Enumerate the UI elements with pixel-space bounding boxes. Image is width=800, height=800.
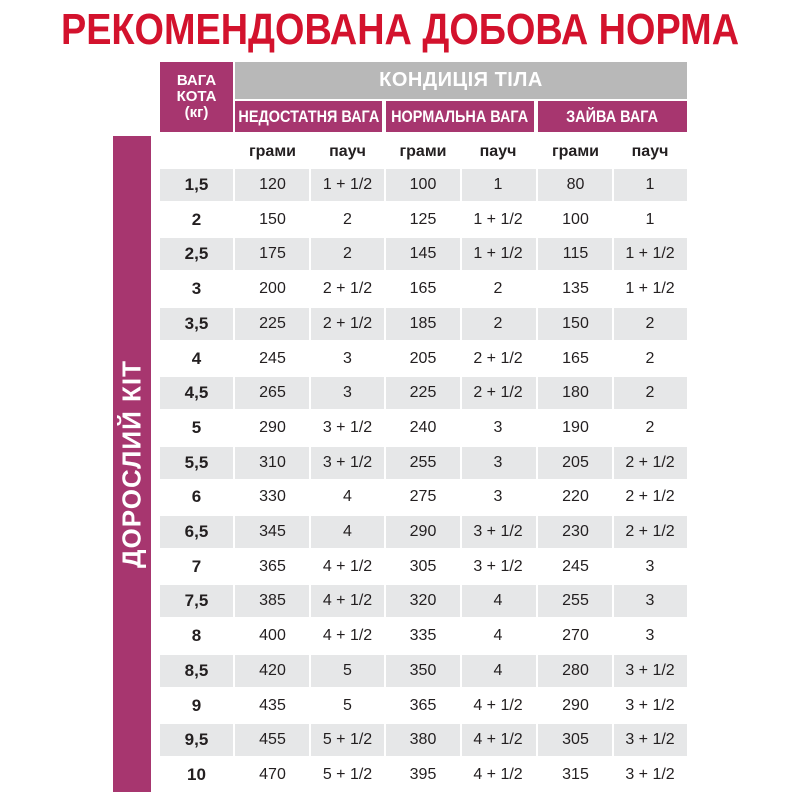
- normal-pouch-cell: 1: [493, 176, 503, 193]
- cat-weight-cell: 4,5: [184, 383, 209, 403]
- normal-grams-cell: 100: [409, 176, 437, 193]
- underweight-pouch-cell: 5: [343, 661, 352, 679]
- normal-pouch-cell: 1 + 1/2: [473, 245, 523, 263]
- table-row: [160, 655, 687, 687]
- group-header-underweight: НЕДОСТАТНЯ ВАГА: [235, 101, 382, 132]
- underweight-pouch-cell: 5 + 1/2: [322, 765, 373, 783]
- column-divider: [384, 136, 386, 792]
- group-header-overweight: ЗАЙВА ВАГА: [538, 101, 687, 132]
- normal-pouch-cell: 2 + 1/2: [473, 384, 523, 402]
- overweight-grams-cell: 205: [562, 453, 589, 471]
- cat-weight-cell: 9: [191, 695, 202, 715]
- normal-pouch-cell: 4 + 1/2: [473, 765, 523, 783]
- table-row: [160, 759, 687, 791]
- cat-weight-cell: 5: [191, 417, 202, 437]
- cat-weight-cell: 8,5: [184, 660, 209, 680]
- normal-grams-cell: 365: [409, 696, 437, 714]
- subheader-grams: грами: [399, 143, 447, 160]
- overweight-pouch-cell: 3: [645, 557, 655, 575]
- underweight-pouch-cell: 3 + 1/2: [322, 418, 373, 436]
- overweight-grams-cell: 280: [562, 661, 589, 679]
- normal-grams-cell: 380: [409, 731, 437, 749]
- underweight-grams-cell: 385: [259, 592, 286, 610]
- normal-pouch-cell: 3: [493, 453, 503, 471]
- normal-grams-cell: 240: [409, 418, 437, 436]
- cat-weight-cell: 6: [191, 487, 202, 507]
- normal-grams-cell: 275: [409, 488, 437, 506]
- normal-pouch-cell: 4 + 1/2: [473, 731, 523, 749]
- underweight-grams-cell: 265: [259, 384, 286, 402]
- underweight-pouch-cell: 2: [343, 245, 352, 263]
- underweight-grams-cell: 150: [259, 210, 286, 228]
- cat-weight-cell: 10: [187, 764, 206, 784]
- underweight-pouch-cell: 5: [343, 696, 352, 714]
- cat-weight-cell: 7,5: [184, 591, 209, 611]
- table-row: [160, 308, 687, 340]
- normal-grams-cell: 350: [409, 661, 437, 679]
- underweight-pouch-cell: 3: [343, 384, 352, 402]
- normal-pouch-cell: 4: [493, 592, 503, 610]
- normal-pouch-cell: 4 + 1/2: [473, 696, 523, 714]
- overweight-pouch-cell: 3: [645, 627, 655, 645]
- table-row: [160, 412, 687, 444]
- overweight-grams-cell: 100: [562, 210, 589, 228]
- table-row: [160, 724, 687, 756]
- overweight-pouch-cell: 3 + 1/2: [625, 696, 675, 714]
- overweight-pouch-cell: 2: [645, 314, 655, 332]
- table-row: [160, 516, 687, 548]
- underweight-pouch-cell: 5 + 1/2: [322, 731, 373, 749]
- overweight-grams-cell: 180: [562, 384, 589, 402]
- overweight-pouch-cell: 2 + 1/2: [625, 453, 675, 471]
- overweight-pouch-cell: 3 + 1/2: [625, 661, 675, 679]
- table-row: [160, 204, 687, 236]
- side-label-adult-cat: ДОРОСЛИЙ КІТ: [116, 360, 147, 568]
- overweight-pouch-cell: 2: [645, 349, 655, 367]
- overweight-grams-cell: 190: [562, 418, 589, 436]
- overweight-pouch-cell: 2 + 1/2: [625, 523, 675, 540]
- normal-pouch-cell: 2: [493, 314, 503, 332]
- table-row: [160, 169, 687, 201]
- weight-header-line-3: (кг): [184, 104, 209, 121]
- overweight-pouch-cell: 1: [645, 176, 655, 193]
- underweight-pouch-cell: 4: [343, 488, 352, 506]
- underweight-pouch-cell: 4 + 1/2: [322, 557, 373, 575]
- overweight-grams-cell: 315: [562, 765, 589, 783]
- normal-grams-cell: 335: [409, 627, 437, 645]
- subheader-pouch: пауч: [329, 143, 366, 160]
- normal-pouch-cell: 2 + 1/2: [473, 349, 523, 367]
- underweight-pouch-cell: 2: [343, 210, 352, 228]
- normal-pouch-cell: 3 + 1/2: [473, 523, 523, 540]
- underweight-grams-cell: 245: [259, 349, 286, 367]
- subheader-pouch: пауч: [479, 143, 517, 160]
- table-row: [160, 585, 687, 617]
- cat-weight-cell: 1,5: [184, 175, 209, 194]
- normal-pouch-cell: 1 + 1/2: [473, 210, 523, 228]
- normal-pouch-cell: 3: [493, 488, 503, 506]
- table-row: [160, 238, 687, 270]
- subheader-grams: грами: [248, 143, 296, 160]
- overweight-pouch-cell: 1 + 1/2: [625, 245, 675, 263]
- subheader-pouch: пауч: [631, 143, 669, 160]
- weight-header-line-2: КОТА: [176, 88, 217, 105]
- group-header-normal-weight: НОРМАЛЬНА ВАГА: [386, 101, 534, 132]
- weight-column-header: [160, 62, 233, 132]
- normal-pouch-cell: 4: [493, 661, 503, 679]
- column-divider: [612, 136, 614, 792]
- table-row: [160, 690, 687, 722]
- overweight-pouch-cell: 2 + 1/2: [625, 488, 675, 506]
- overweight-pouch-cell: 3: [645, 592, 655, 610]
- cat-weight-cell: 9,5: [184, 730, 209, 750]
- overweight-grams-cell: 290: [562, 696, 589, 714]
- normal-grams-cell: 305: [409, 557, 437, 575]
- normal-pouch-cell: 3: [493, 418, 503, 436]
- underweight-grams-cell: 310: [259, 453, 286, 471]
- underweight-pouch-cell: 3: [343, 349, 352, 367]
- column-divider: [460, 136, 462, 792]
- underweight-pouch-cell: 4 + 1/2: [322, 627, 373, 645]
- cat-weight-cell: 7: [191, 556, 202, 576]
- overweight-grams-cell: 80: [566, 176, 585, 193]
- overweight-pouch-cell: 3 + 1/2: [625, 731, 675, 749]
- normal-grams-cell: 145: [409, 245, 437, 263]
- underweight-pouch-cell: 1 + 1/2: [322, 176, 373, 193]
- table-row: [160, 447, 687, 479]
- column-divider: [233, 136, 235, 792]
- normal-grams-cell: 395: [409, 765, 437, 783]
- normal-grams-cell: 320: [409, 592, 437, 610]
- normal-grams-cell: 165: [409, 280, 437, 298]
- underweight-pouch-cell: 4 + 1/2: [322, 592, 373, 610]
- page-title: РЕКОМЕНДОВАНА ДОБОВА НОРМА: [60, 5, 740, 54]
- underweight-grams-cell: 120: [259, 176, 286, 193]
- table-row: [160, 481, 687, 513]
- overweight-pouch-cell: 3 + 1/2: [625, 765, 675, 783]
- overweight-pouch-cell: 2: [645, 384, 655, 402]
- normal-grams-cell: 290: [409, 523, 437, 540]
- overweight-grams-cell: 245: [562, 557, 589, 575]
- side-label-bar: [113, 136, 151, 792]
- table-row: [160, 620, 687, 652]
- normal-grams-cell: 125: [409, 210, 437, 228]
- underweight-pouch-cell: 3 + 1/2: [322, 453, 373, 471]
- overweight-pouch-cell: 1 + 1/2: [625, 280, 675, 298]
- normal-grams-cell: 225: [409, 384, 437, 402]
- underweight-grams-cell: 175: [259, 245, 286, 263]
- underweight-pouch-cell: 4: [343, 523, 352, 540]
- underweight-grams-cell: 400: [259, 627, 286, 645]
- overweight-grams-cell: 255: [562, 592, 589, 610]
- normal-grams-cell: 255: [409, 453, 437, 471]
- overweight-grams-cell: 270: [562, 627, 589, 645]
- overweight-grams-cell: 150: [562, 314, 589, 332]
- overweight-grams-cell: 165: [562, 349, 589, 367]
- normal-pouch-cell: 3 + 1/2: [473, 557, 523, 575]
- normal-grams-cell: 185: [409, 314, 437, 332]
- body-condition-header: КОНДИЦІЯ ТІЛА: [235, 62, 687, 99]
- cat-weight-cell: 4: [191, 348, 202, 368]
- overweight-grams-cell: 115: [562, 245, 589, 263]
- overweight-pouch-cell: 1: [645, 210, 655, 228]
- overweight-pouch-cell: 2: [645, 418, 655, 436]
- underweight-grams-cell: 420: [259, 661, 286, 679]
- cat-weight-cell: 5,5: [184, 452, 209, 472]
- overweight-grams-cell: 220: [562, 488, 589, 506]
- underweight-grams-cell: 225: [259, 314, 286, 332]
- subheader-grams: грами: [551, 143, 599, 160]
- underweight-grams-cell: 330: [259, 488, 286, 506]
- underweight-grams-cell: 365: [259, 557, 286, 575]
- column-divider: [536, 136, 538, 792]
- underweight-grams-cell: 470: [259, 765, 286, 783]
- column-divider: [309, 136, 311, 792]
- overweight-grams-cell: 305: [562, 731, 589, 749]
- underweight-pouch-cell: 2 + 1/2: [322, 280, 373, 298]
- weight-header-line-1: ВАГА: [176, 72, 217, 89]
- table-row: [160, 377, 687, 409]
- underweight-grams-cell: 455: [259, 731, 286, 749]
- table-row: [160, 551, 687, 583]
- normal-pouch-cell: 4: [493, 627, 503, 645]
- normal-pouch-cell: 2: [493, 280, 503, 298]
- table-row: [160, 343, 687, 375]
- overweight-grams-cell: 135: [562, 280, 589, 298]
- underweight-grams-cell: 345: [259, 523, 286, 540]
- cat-weight-cell: 6,5: [184, 522, 209, 541]
- normal-grams-cell: 205: [409, 349, 437, 367]
- underweight-grams-cell: 435: [259, 696, 286, 714]
- cat-weight-cell: 3,5: [184, 313, 209, 333]
- overweight-grams-cell: 230: [562, 523, 589, 540]
- cat-weight-cell: 2,5: [184, 244, 209, 264]
- cat-weight-cell: 2: [191, 209, 202, 229]
- cat-weight-cell: 3: [191, 279, 202, 299]
- underweight-grams-cell: 290: [259, 418, 286, 436]
- underweight-pouch-cell: 2 + 1/2: [322, 314, 373, 332]
- table-row: [160, 273, 687, 305]
- cat-weight-cell: 8: [191, 626, 202, 646]
- underweight-grams-cell: 200: [259, 280, 286, 298]
